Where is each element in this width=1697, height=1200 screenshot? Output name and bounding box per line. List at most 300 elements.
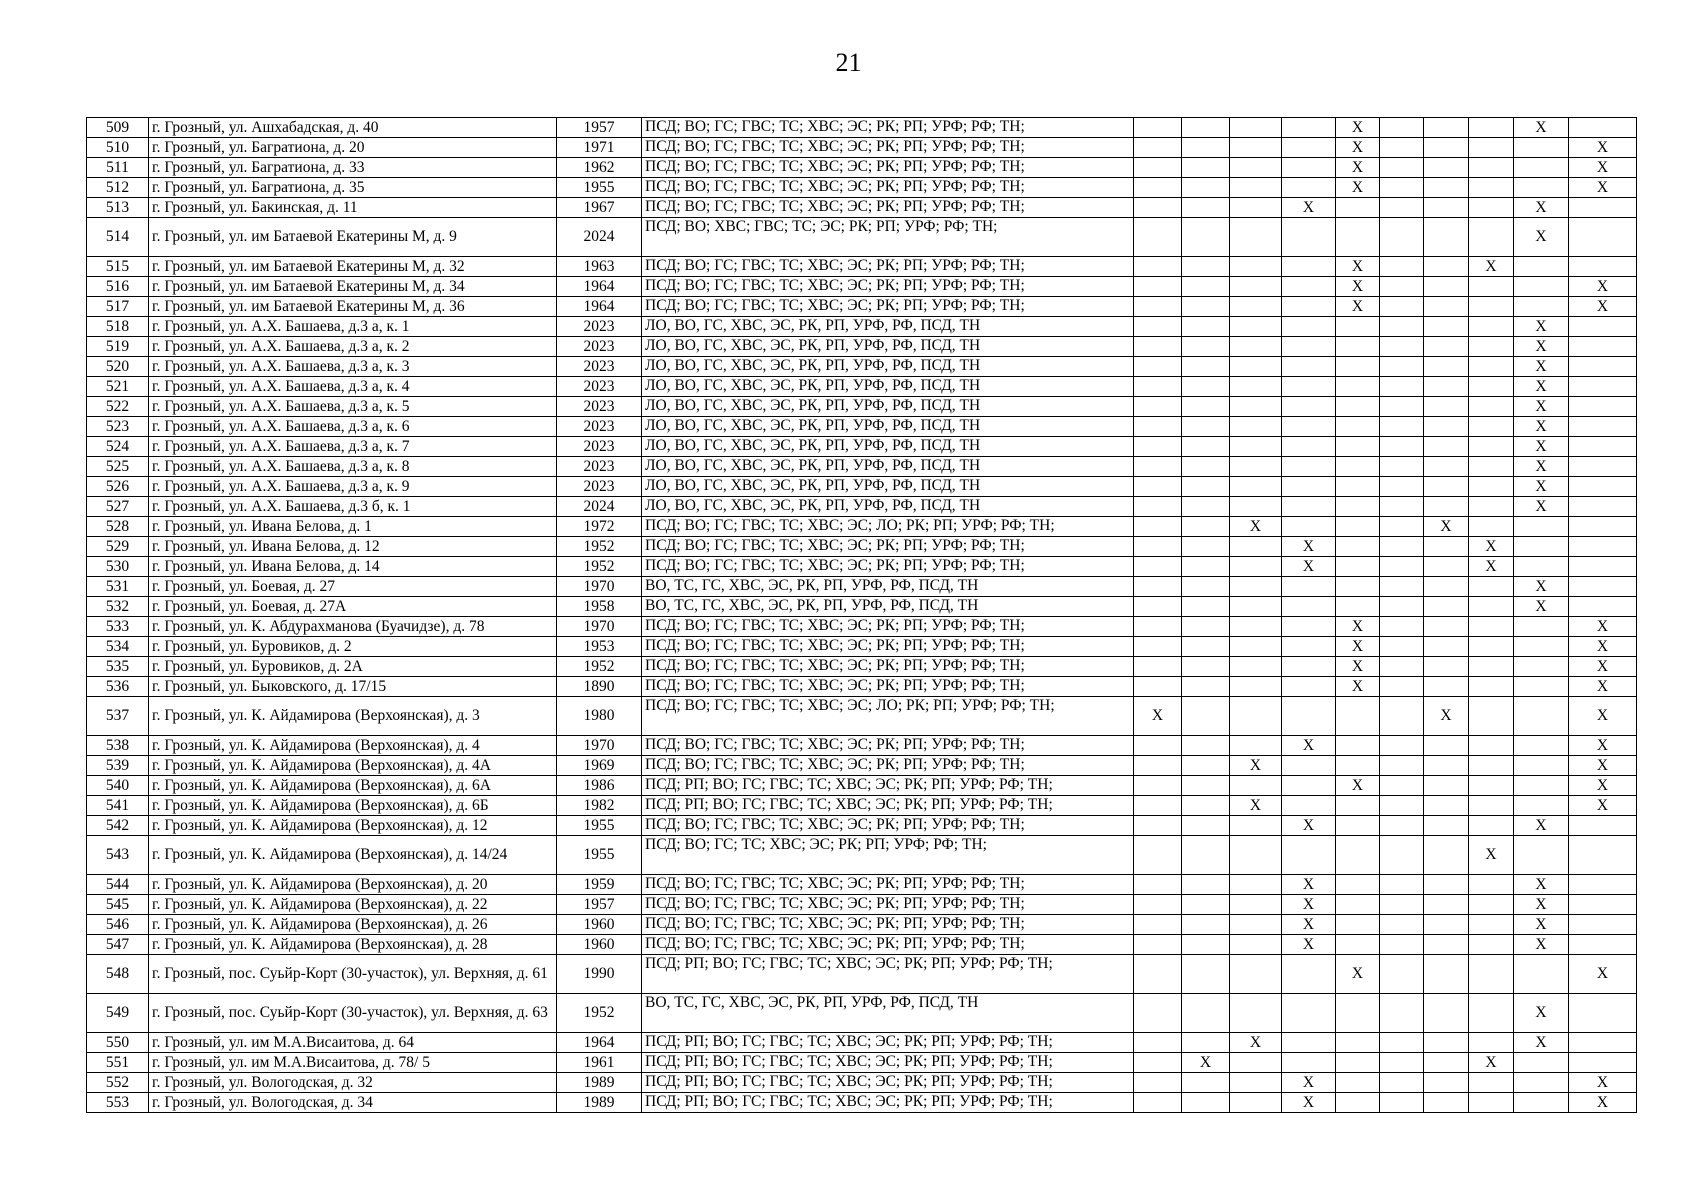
mark-cell [1134, 357, 1182, 377]
row-number-cell: 542 [87, 816, 149, 836]
mark-cell [1424, 297, 1469, 317]
works-list-cell: ПСД; ВО; ГС; ГВС; ТС; ХВС; ЭС; РК; РП; УРФ; РФ; ТН; [642, 118, 1134, 138]
mark-cell [1424, 875, 1469, 895]
table-row [87, 377, 1637, 397]
mark-cell: X [1514, 417, 1569, 437]
row-number-cell: 514 [87, 218, 149, 257]
mark-cell [1230, 537, 1282, 557]
table-row [87, 517, 1637, 537]
mark-cell [1569, 895, 1637, 915]
mark-cell: X [1514, 357, 1569, 377]
row-number-cell: 541 [87, 796, 149, 816]
table-row [87, 437, 1637, 457]
mark-cell: X [1469, 557, 1514, 577]
row-number-cell: 522 [87, 397, 149, 417]
mark-cell [1282, 677, 1336, 697]
mark-cell: X [1424, 697, 1469, 736]
year-cell: 1890 [557, 677, 642, 697]
mark-cell [1514, 178, 1569, 198]
mark-cell [1282, 118, 1336, 138]
mark-cell [1469, 178, 1514, 198]
row-number-cell: 513 [87, 198, 149, 218]
year-cell: 1959 [557, 875, 642, 895]
year-cell: 1953 [557, 637, 642, 657]
works-list-cell: ПСД; ВО; ГС; ГВС; ТС; ХВС; ЭС; РК; РП; УРФ; РФ; ТН; [642, 895, 1134, 915]
works-list-cell: ЛО, ВО, ГС, ХВС, ЭС, РК, РП, УРФ, РФ, ПСД, ТН [642, 357, 1134, 377]
row-number-cell: 520 [87, 357, 149, 377]
row-number-cell: 537 [87, 697, 149, 736]
mark-cell [1469, 697, 1514, 736]
mark-cell: X [1514, 317, 1569, 337]
table-row [87, 158, 1637, 178]
row-number-cell: 549 [87, 994, 149, 1033]
table-row [87, 457, 1637, 477]
table-row [87, 577, 1637, 597]
works-list-cell: ЛО, ВО, ГС, ХВС, ЭС, РК, РП, УРФ, РФ, ПСД, ТН [642, 477, 1134, 497]
row-number-cell: 543 [87, 836, 149, 875]
row-number-cell: 539 [87, 756, 149, 776]
mark-cell [1380, 836, 1424, 875]
mark-cell [1380, 357, 1424, 377]
table-row [87, 736, 1637, 756]
mark-cell: X [1336, 677, 1380, 697]
mark-cell [1282, 796, 1336, 816]
year-cell: 2023 [557, 317, 642, 337]
mark-cell [1182, 776, 1230, 796]
mark-cell [1134, 377, 1182, 397]
year-cell: 1971 [557, 138, 642, 158]
mark-cell: X [1569, 138, 1637, 158]
mark-cell [1230, 637, 1282, 657]
mark-cell [1569, 218, 1637, 257]
address-cell: г. Грозный, ул. К. Айдамирова (Верхоянская), д. 22 [149, 895, 557, 915]
mark-cell [1336, 198, 1380, 218]
works-list-cell: ЛО, ВО, ГС, ХВС, ЭС, РК, РП, УРФ, РФ, ПСД, ТН [642, 457, 1134, 477]
mark-cell [1336, 377, 1380, 397]
row-number-cell: 535 [87, 657, 149, 677]
row-number-cell: 515 [87, 257, 149, 277]
mark-cell [1182, 277, 1230, 297]
table-row [87, 994, 1637, 1033]
mark-cell [1282, 517, 1336, 537]
mark-cell [1134, 158, 1182, 178]
mark-cell [1469, 477, 1514, 497]
mark-cell [1282, 357, 1336, 377]
year-cell: 1964 [557, 297, 642, 317]
table-row [87, 297, 1637, 317]
table-row [87, 557, 1637, 577]
table-row [87, 597, 1637, 617]
works-list-cell: ПСД; РП; ВО; ГС; ГВС; ТС; ХВС; ЭС; РК; РП; УРФ; РФ; ТН; [642, 1033, 1134, 1053]
mark-cell [1182, 756, 1230, 776]
year-cell: 1952 [557, 537, 642, 557]
mark-cell [1230, 277, 1282, 297]
mark-cell [1134, 736, 1182, 756]
works-list-cell: ЛО, ВО, ГС, ХВС, ЭС, РК, РП, УРФ, РФ, ПСД, ТН [642, 437, 1134, 457]
works-list-cell: ПСД; ВО; ГС; ГВС; ТС; ХВС; ЭС; РК; РП; УРФ; РФ; ТН; [642, 875, 1134, 895]
works-list-cell: ЛО, ВО, ГС, ХВС, ЭС, РК, РП, УРФ, РФ, ПСД, ТН [642, 417, 1134, 437]
mark-cell [1182, 915, 1230, 935]
mark-cell [1282, 337, 1336, 357]
mark-cell [1182, 457, 1230, 477]
mark-cell [1469, 437, 1514, 457]
mark-cell [1424, 617, 1469, 637]
mark-cell [1514, 537, 1569, 557]
row-number-cell: 536 [87, 677, 149, 697]
mark-cell [1182, 875, 1230, 895]
works-list-cell: ВО, ТС, ГС, ХВС, ЭС, РК, РП, УРФ, РФ, ПСД, ТН [642, 577, 1134, 597]
mark-cell [1282, 657, 1336, 677]
works-list-cell: ПСД; РП; ВО; ГС; ГВС; ТС; ХВС; ЭС; РК; РП; УРФ; РФ; ТН; [642, 1053, 1134, 1073]
mark-cell [1182, 836, 1230, 875]
mark-cell: X [1569, 158, 1637, 178]
mark-cell [1424, 218, 1469, 257]
address-cell: г. Грозный, ул. Ашхабадская, д. 40 [149, 118, 557, 138]
works-list-cell: ПСД; ВО; ГС; ГВС; ТС; ХВС; ЭС; РК; РП; УРФ; РФ; ТН; [642, 736, 1134, 756]
works-list-cell: ПСД; ВО; ГС; ГВС; ТС; ХВС; ЭС; РК; РП; УРФ; РФ; ТН; [642, 198, 1134, 218]
mark-cell [1469, 357, 1514, 377]
mark-cell: X [1469, 257, 1514, 277]
mark-cell [1230, 1053, 1282, 1073]
mark-cell [1134, 517, 1182, 537]
address-cell: г. Грозный, ул. А.Х. Башаева, д.3 а, к. 4 [149, 377, 557, 397]
mark-cell [1282, 617, 1336, 637]
mark-cell: X [1514, 935, 1569, 955]
row-number-cell: 545 [87, 895, 149, 915]
mark-cell [1230, 138, 1282, 158]
mark-cell [1469, 138, 1514, 158]
works-list-cell: ПСД; ВО; ГС; ГВС; ТС; ХВС; ЭС; РК; РП; УРФ; РФ; ТН; [642, 935, 1134, 955]
works-list-cell: ПСД; ВО; ГС; ГВС; ТС; ХВС; ЭС; РК; РП; УРФ; РФ; ТН; [642, 816, 1134, 836]
mark-cell: X [1282, 875, 1336, 895]
mark-cell: X [1514, 597, 1569, 617]
mark-cell [1230, 477, 1282, 497]
mark-cell [1282, 1053, 1336, 1073]
year-cell: 2023 [557, 457, 642, 477]
year-cell: 1957 [557, 895, 642, 915]
works-list-cell: ПСД; ВО; ГС; ГВС; ТС; ХВС; ЭС; РК; РП; УРФ; РФ; ТН; [642, 158, 1134, 178]
row-number-cell: 550 [87, 1033, 149, 1053]
mark-cell [1134, 198, 1182, 218]
mark-cell [1282, 497, 1336, 517]
mark-cell [1514, 836, 1569, 875]
mark-cell [1569, 317, 1637, 337]
mark-cell [1424, 677, 1469, 697]
mark-cell [1380, 317, 1424, 337]
table-row [87, 776, 1637, 796]
mark-cell [1380, 915, 1424, 935]
mark-cell [1336, 836, 1380, 875]
mark-cell [1282, 218, 1336, 257]
mark-cell [1282, 138, 1336, 158]
works-list-cell: ПСД; РП; ВО; ГС; ГВС; ТС; ХВС; ЭС; РК; РП; УРФ; РФ; ТН; [642, 1073, 1134, 1093]
works-list-cell: ПСД; РП; ВО; ГС; ГВС; ТС; ХВС; ЭС; РК; РП; УРФ; РФ; ТН; [642, 776, 1134, 796]
mark-cell [1514, 1093, 1569, 1113]
mark-cell [1469, 677, 1514, 697]
table-row [87, 118, 1637, 138]
mark-cell: X [1282, 557, 1336, 577]
mark-cell [1569, 397, 1637, 417]
mark-cell [1282, 437, 1336, 457]
mark-cell [1380, 1053, 1424, 1073]
mark-cell [1230, 1073, 1282, 1093]
address-cell: г. Грозный, ул. К. Айдамирова (Верхоянская), д. 6А [149, 776, 557, 796]
mark-cell [1380, 637, 1424, 657]
mark-cell [1469, 118, 1514, 138]
year-cell: 1964 [557, 1033, 642, 1053]
mark-cell [1469, 816, 1514, 836]
mark-cell: X [1514, 397, 1569, 417]
table-row [87, 1053, 1637, 1073]
mark-cell [1336, 218, 1380, 257]
mark-cell: X [1134, 697, 1182, 736]
row-number-cell: 511 [87, 158, 149, 178]
mark-cell [1134, 895, 1182, 915]
row-number-cell: 540 [87, 776, 149, 796]
works-list-cell: ПСД; ВО; ГС; ГВС; ТС; ХВС; ЭС; РК; РП; УРФ; РФ; ТН; [642, 677, 1134, 697]
mark-cell [1569, 477, 1637, 497]
address-cell: г. Грозный, ул. А.Х. Башаева, д.3 б, к. 1 [149, 497, 557, 517]
mark-cell: X [1336, 776, 1380, 796]
mark-cell [1182, 257, 1230, 277]
mark-cell [1569, 994, 1637, 1033]
year-cell: 1972 [557, 517, 642, 537]
mark-cell [1469, 297, 1514, 317]
mark-cell [1230, 955, 1282, 994]
table-row [87, 895, 1637, 915]
works-list-cell: ПСД; ВО; ГС; ГВС; ТС; ХВС; ЭС; ЛО; РК; РП; УРФ; РФ; ТН; [642, 697, 1134, 736]
mark-cell: X [1569, 756, 1637, 776]
mark-cell [1424, 597, 1469, 617]
mark-cell [1282, 697, 1336, 736]
mark-cell [1514, 1053, 1569, 1073]
mark-cell [1380, 677, 1424, 697]
mark-cell [1336, 497, 1380, 517]
row-number-cell: 517 [87, 297, 149, 317]
mark-cell [1182, 297, 1230, 317]
mark-cell [1469, 158, 1514, 178]
mark-cell [1134, 1033, 1182, 1053]
table-row [87, 257, 1637, 277]
year-cell: 2023 [557, 417, 642, 437]
mark-cell [1569, 557, 1637, 577]
mark-cell: X [1514, 118, 1569, 138]
mark-cell [1569, 935, 1637, 955]
mark-cell [1134, 257, 1182, 277]
mark-cell [1336, 597, 1380, 617]
mark-cell [1282, 776, 1336, 796]
mark-cell [1182, 377, 1230, 397]
year-cell: 1955 [557, 178, 642, 198]
mark-cell [1424, 497, 1469, 517]
mark-cell: X [1514, 457, 1569, 477]
mark-cell [1469, 497, 1514, 517]
mark-cell [1230, 677, 1282, 697]
mark-cell [1469, 457, 1514, 477]
mark-cell [1230, 257, 1282, 277]
mark-cell [1424, 118, 1469, 138]
address-cell: г. Грозный, ул. Багратиона, д. 20 [149, 138, 557, 158]
mark-cell: X [1569, 617, 1637, 637]
mark-cell [1424, 437, 1469, 457]
mark-cell [1282, 277, 1336, 297]
mark-cell [1424, 377, 1469, 397]
table-row [87, 836, 1637, 875]
mark-cell: X [1569, 637, 1637, 657]
mark-cell: X [1569, 736, 1637, 756]
address-cell: г. Грозный, ул. им Батаевой Екатерины М, д. 9 [149, 218, 557, 257]
mark-cell [1182, 1033, 1230, 1053]
address-cell: г. Грозный, ул. К. Айдамирова (Верхоянская), д. 4 [149, 736, 557, 756]
mark-cell [1230, 994, 1282, 1033]
mark-cell [1469, 218, 1514, 257]
mark-cell [1514, 557, 1569, 577]
table-row [87, 796, 1637, 816]
mark-cell [1134, 417, 1182, 437]
row-number-cell: 551 [87, 1053, 149, 1073]
mark-cell [1230, 377, 1282, 397]
mark-cell [1424, 277, 1469, 297]
mark-cell [1514, 677, 1569, 697]
mark-cell [1569, 836, 1637, 875]
table-row [87, 1093, 1637, 1113]
address-cell: г. Грозный, ул. К. Айдамирова (Верхоянская), д. 14/24 [149, 836, 557, 875]
mark-cell: X [1336, 637, 1380, 657]
table-row [87, 1073, 1637, 1093]
mark-cell [1514, 697, 1569, 736]
works-list-cell: ПСД; ВО; ГС; ГВС; ТС; ХВС; ЭС; РК; РП; УРФ; РФ; ТН; [642, 756, 1134, 776]
mark-cell [1230, 935, 1282, 955]
row-number-cell: 538 [87, 736, 149, 756]
mark-cell [1134, 138, 1182, 158]
year-cell: 1990 [557, 955, 642, 994]
address-cell: г. Грозный, ул. К. Айдамирова (Верхоянская), д. 6Б [149, 796, 557, 816]
address-cell: г. Грозный, ул. им Батаевой Екатерины М, д. 32 [149, 257, 557, 277]
year-cell: 1967 [557, 198, 642, 218]
row-number-cell: 518 [87, 317, 149, 337]
mark-cell [1134, 337, 1182, 357]
mark-cell [1424, 895, 1469, 915]
mark-cell [1424, 1053, 1469, 1073]
mark-cell [1424, 1073, 1469, 1093]
year-cell: 1960 [557, 915, 642, 935]
mark-cell [1469, 1033, 1514, 1053]
mark-cell [1380, 994, 1424, 1033]
mark-cell [1469, 935, 1514, 955]
mark-cell [1336, 1033, 1380, 1053]
mark-cell [1469, 1073, 1514, 1093]
mark-cell [1380, 257, 1424, 277]
mark-cell: X [1569, 1073, 1637, 1093]
table-row [87, 617, 1637, 637]
address-cell: г. Грозный, ул. А.Х. Башаева, д.3 а, к. 5 [149, 397, 557, 417]
address-cell: г. Грозный, пос. Суьйр-Корт (30-участок), ул. Верхняя, д. 63 [149, 994, 557, 1033]
mark-cell [1230, 317, 1282, 337]
mark-cell [1569, 537, 1637, 557]
mark-cell: X [1514, 377, 1569, 397]
mark-cell [1182, 118, 1230, 138]
address-cell: г. Грозный, ул. А.Х. Башаева, д.3 а, к. 1 [149, 317, 557, 337]
mark-cell [1380, 1093, 1424, 1113]
row-number-cell: 531 [87, 577, 149, 597]
mark-cell: X [1569, 697, 1637, 736]
mark-cell [1424, 955, 1469, 994]
mark-cell [1182, 1073, 1230, 1093]
mark-cell [1182, 677, 1230, 697]
row-number-cell: 523 [87, 417, 149, 437]
table-row [87, 875, 1637, 895]
mark-cell [1336, 796, 1380, 816]
works-list-cell: ПСД; ВО; ГС; ГВС; ТС; ХВС; ЭС; РК; РП; УРФ; РФ; ТН; [642, 277, 1134, 297]
mark-cell [1569, 118, 1637, 138]
address-cell: г. Грозный, ул. Быковского, д. 17/15 [149, 677, 557, 697]
works-list-cell: ПСД; ВО; ГС; ГВС; ТС; ХВС; ЭС; РК; РП; УРФ; РФ; ТН; [642, 178, 1134, 198]
mark-cell [1134, 994, 1182, 1033]
mark-cell [1182, 198, 1230, 218]
mark-cell [1380, 497, 1424, 517]
mark-cell [1424, 537, 1469, 557]
mark-cell [1469, 776, 1514, 796]
mark-cell [1182, 317, 1230, 337]
mark-cell [1182, 158, 1230, 178]
year-cell: 1970 [557, 736, 642, 756]
mark-cell [1282, 178, 1336, 198]
mark-cell [1182, 477, 1230, 497]
year-cell: 2024 [557, 497, 642, 517]
mark-cell [1514, 657, 1569, 677]
works-list-cell: ЛО, ВО, ГС, ХВС, ЭС, РК, РП, УРФ, РФ, ПСД, ТН [642, 497, 1134, 517]
mark-cell [1336, 816, 1380, 836]
row-number-cell: 548 [87, 955, 149, 994]
table-row [87, 138, 1637, 158]
year-cell: 1982 [557, 796, 642, 816]
address-cell: г. Грозный, ул. К. Айдамирова (Верхоянская), д. 4А [149, 756, 557, 776]
table-row [87, 677, 1637, 697]
works-list-cell: ПСД; ВО; ГС; ГВС; ТС; ХВС; ЭС; РК; РП; УРФ; РФ; ТН; [642, 617, 1134, 637]
table-row [87, 477, 1637, 497]
mark-cell [1182, 577, 1230, 597]
mark-cell [1380, 457, 1424, 477]
mark-cell [1182, 597, 1230, 617]
mark-cell [1424, 198, 1469, 218]
mark-cell [1469, 597, 1514, 617]
year-cell: 2023 [557, 477, 642, 497]
table-row [87, 417, 1637, 437]
mark-cell [1336, 875, 1380, 895]
table-row [87, 397, 1637, 417]
mark-cell [1230, 895, 1282, 915]
year-cell: 1989 [557, 1073, 642, 1093]
mark-cell [1380, 218, 1424, 257]
mark-cell [1380, 297, 1424, 317]
address-cell: г. Грозный, ул. А.Х. Башаева, д.3 а, к. 8 [149, 457, 557, 477]
mark-cell [1469, 617, 1514, 637]
address-cell: г. Грозный, ул. Вологодская, д. 32 [149, 1073, 557, 1093]
mark-cell [1182, 657, 1230, 677]
mark-cell: X [1569, 277, 1637, 297]
mark-cell [1230, 337, 1282, 357]
mark-cell: X [1182, 1053, 1230, 1073]
mark-cell [1336, 1053, 1380, 1073]
mark-cell [1336, 517, 1380, 537]
row-number-cell: 547 [87, 935, 149, 955]
mark-cell [1230, 736, 1282, 756]
mark-cell [1230, 198, 1282, 218]
mark-cell [1380, 935, 1424, 955]
mark-cell: X [1469, 1053, 1514, 1073]
mark-cell [1282, 955, 1336, 994]
row-number-cell: 544 [87, 875, 149, 895]
